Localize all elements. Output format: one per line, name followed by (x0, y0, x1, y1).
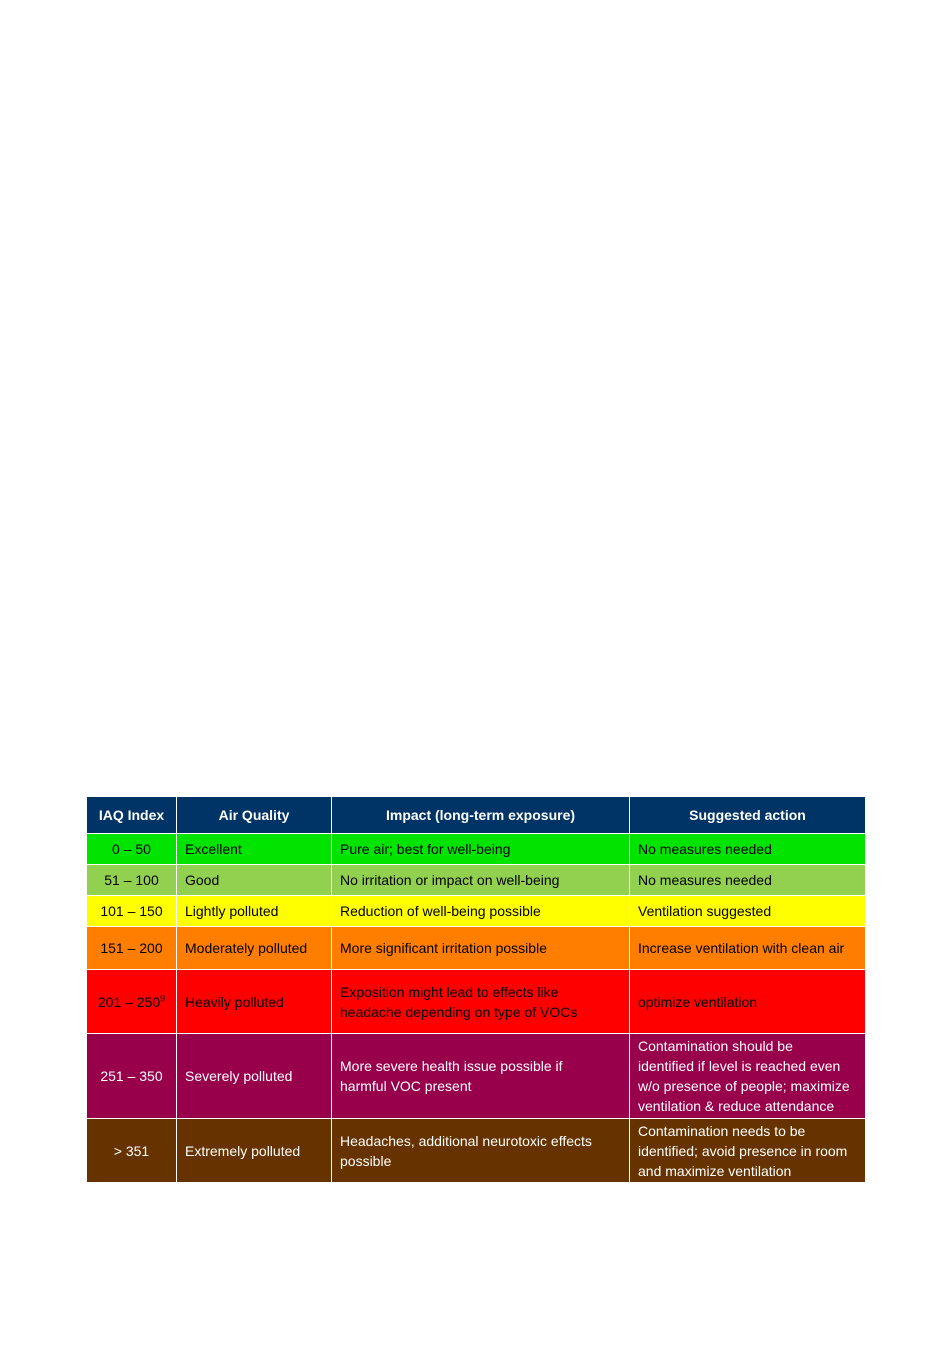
action-line: w/o presence of people; maximize (638, 1078, 850, 1094)
impact-line: Exposition might lead to effects like (340, 983, 559, 1000)
iaq-index-value: 201 – 250 (97, 993, 161, 1010)
suggested-action-cell (630, 1119, 866, 1183)
impact-cell (332, 896, 630, 927)
air-quality-cell: Severely polluted (177, 1034, 332, 1119)
iaq-index-value: 151 – 200 (100, 940, 163, 956)
air-quality-cell: Good (177, 865, 332, 896)
impact-line: headache depending on type of VOCs (340, 1003, 578, 1020)
iaq-index-value: 51 – 100 (104, 872, 159, 888)
air-quality-cell: Lightly polluted (177, 896, 332, 927)
iaq-index-value: 251 – 350 (100, 1068, 163, 1084)
action-line: Ventilation suggested (638, 903, 772, 919)
suggested-action-cell (630, 834, 866, 865)
impact-line: harmful VOC present (340, 1078, 472, 1094)
action-line: identified if level is reached even (638, 1058, 841, 1074)
impact-line: Reduction of well-being possible (340, 903, 541, 919)
air-quality-cell: Extremely polluted (177, 1119, 332, 1183)
header-impact: Impact (long-term exposure) (332, 797, 630, 834)
air-quality-cell: Moderately polluted (177, 927, 332, 970)
action-line: No measures needed (638, 841, 772, 857)
impact-cell (332, 1119, 630, 1183)
suggested-action-cell (630, 927, 866, 970)
header-air-quality: Air Quality (177, 797, 332, 834)
air-quality-cell: Excellent (177, 834, 332, 865)
table-header-row (87, 797, 866, 834)
action-line: identified; avoid presence in room (638, 1142, 848, 1159)
impact-line: possible (340, 1152, 392, 1169)
suggested-action-cell (630, 970, 866, 1034)
iaq-index-value: 101 – 150 (100, 903, 163, 919)
iaq-index-cell (87, 896, 177, 927)
iaq-index-table (86, 796, 866, 1183)
suggested-action-cell (630, 896, 866, 927)
table-row (87, 927, 866, 970)
action-line: optimize ventilation (638, 993, 758, 1010)
iaq-index-cell (87, 1034, 177, 1119)
table-row (87, 1119, 866, 1183)
suggested-action-cell (630, 865, 866, 896)
header-suggested-action: Suggested action (630, 797, 866, 834)
suggested-action-cell (630, 1034, 866, 1119)
impact-line: More severe health issue possible if (340, 1058, 563, 1074)
impact-cell (332, 927, 630, 970)
action-line: and maximize ventilation (638, 1162, 792, 1179)
iaq-index-cell (87, 834, 177, 865)
table-row (87, 970, 866, 1034)
impact-line: Headaches, additional neurotoxic effects (340, 1132, 592, 1149)
iaq-index-cell (87, 970, 177, 1034)
table-row (87, 834, 866, 865)
header-iaq-index: IAQ Index (87, 797, 177, 834)
impact-line: No irritation or impact on well-being (340, 872, 560, 888)
impact-cell (332, 834, 630, 865)
action-line: Contamination should be (638, 1038, 793, 1054)
impact-cell (332, 970, 630, 1034)
air-quality-cell: Heavily polluted (177, 970, 332, 1034)
impact-line: Pure air; best for well-being (340, 841, 511, 857)
action-line: Increase ventilation with clean air (638, 940, 845, 956)
action-line: No measures needed (638, 872, 772, 888)
table-row (87, 896, 866, 927)
table-row (87, 1034, 866, 1119)
iaq-index-cell (87, 927, 177, 970)
iaq-index-value: 0 – 50 (112, 841, 151, 857)
impact-cell (332, 865, 630, 896)
action-line: Contamination needs to be (638, 1122, 806, 1139)
impact-cell (332, 1034, 630, 1119)
iaq-index-cell (87, 865, 177, 896)
action-line: ventilation & reduce attendance (638, 1098, 835, 1114)
footnote-marker: 9 (160, 992, 166, 1003)
iaq-index-cell (87, 1119, 177, 1183)
iaq-index-value: > 351 (113, 1142, 150, 1159)
table-row (87, 865, 866, 896)
impact-line: More significant irritation possible (340, 940, 547, 956)
